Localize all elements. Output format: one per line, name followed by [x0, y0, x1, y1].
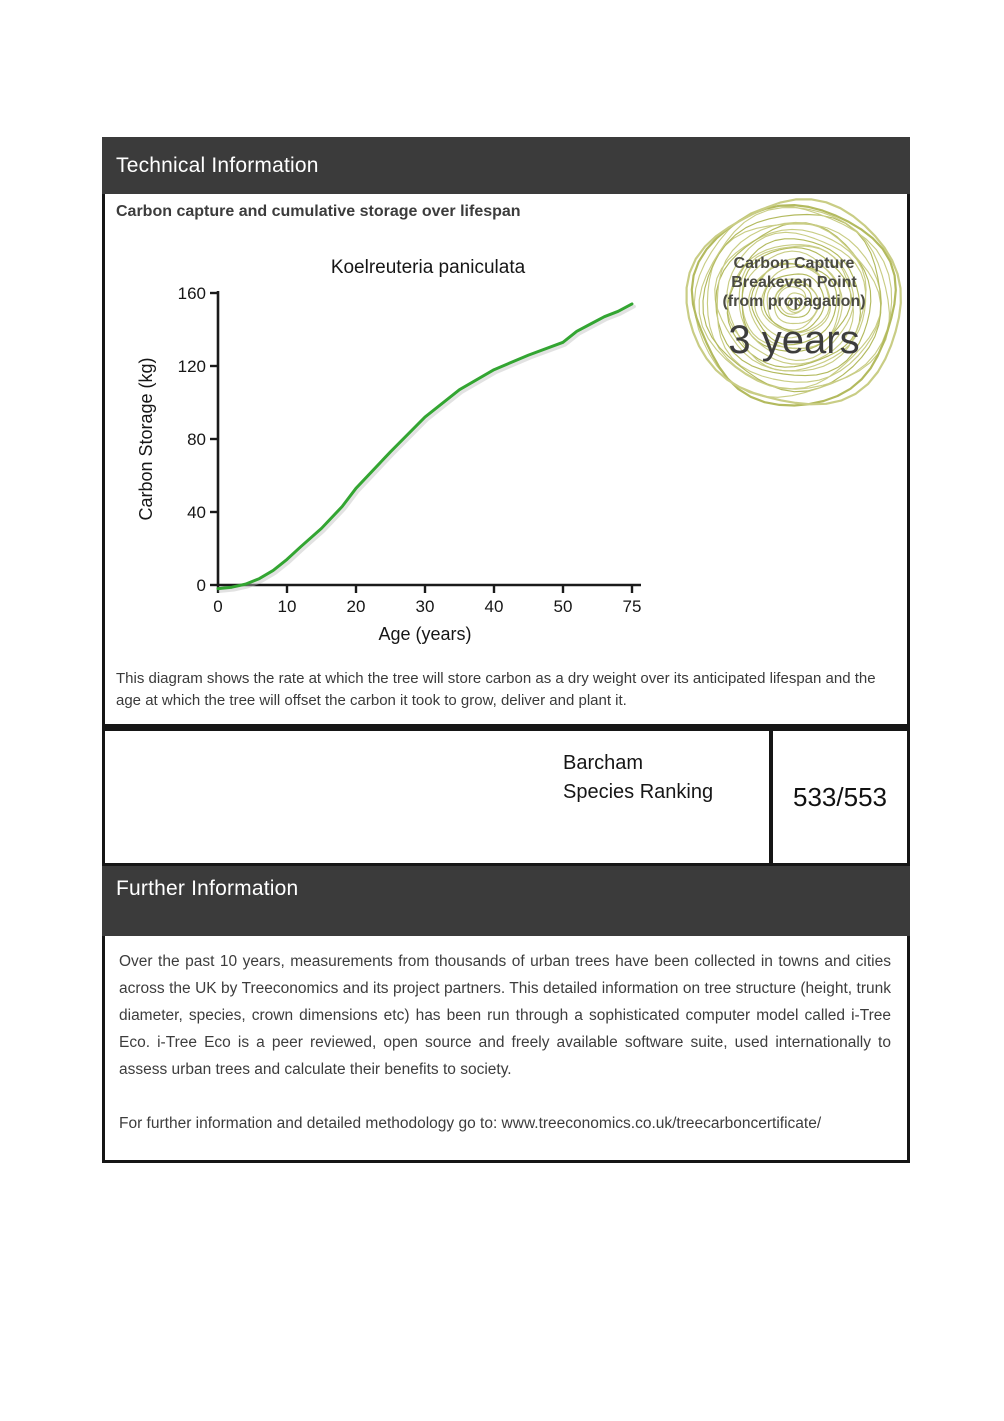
- breakeven-line3: (from propagation): [722, 293, 866, 310]
- svg-text:120: 120: [177, 357, 206, 376]
- ranking-label-cell: [105, 731, 769, 863]
- svg-text:160: 160: [177, 284, 206, 303]
- svg-text:30: 30: [415, 597, 435, 616]
- svg-text:75: 75: [622, 597, 642, 616]
- breakeven-line1: Carbon Capture: [733, 255, 855, 272]
- ranking-label-line1: Barcham: [563, 752, 644, 774]
- further-paragraph: Over the past 10 years, measurements from thousands of urban trees have been collected in towns and cities across the UK by Treeconomics and its project partners. This detailed information on tree structure (height, trunk diameter, species, crown dimensions etc) has been run through a sophisticated computer model called i-Tree Eco. i-Tree Eco is a peer reviewed, open source and freely available software suite, used internationally to assess urban trees and calculate their benefits to society.: [119, 953, 891, 1078]
- svg-text:40: 40: [187, 503, 206, 522]
- svg-text:40: 40: [484, 597, 504, 616]
- chart-panel-subtitle: Carbon capture and cumulative storage over lifespan: [116, 203, 521, 220]
- further-information-title: Further Information: [116, 877, 299, 900]
- svg-text:80: 80: [187, 430, 206, 449]
- further-information-header: [102, 866, 910, 936]
- ranking-label-line2: Species Ranking: [563, 781, 714, 803]
- certificate-card: [102, 137, 910, 1163]
- ranking-label: [563, 749, 713, 807]
- breakeven-badge-label: [682, 254, 906, 311]
- breakeven-value: 3 years: [728, 318, 860, 362]
- chart-description: This diagram shows the rate at which the tree will store carbon as a dry weight over its anticipated lifespan and the age at which the tree will offset the carbon it took to grow, deliver and plant it.: [116, 670, 876, 709]
- further-information-panel: [102, 936, 910, 1163]
- carbon-storage-chart: [110, 249, 680, 649]
- technical-information-title: Technical Information: [116, 153, 319, 177]
- ranking-value-cell: [769, 731, 907, 863]
- breakeven-badge: [682, 192, 906, 416]
- svg-text:Age (years): Age (years): [378, 624, 472, 644]
- svg-text:10: 10: [277, 597, 297, 616]
- ranking-value: 533/553: [793, 781, 887, 812]
- further-link-line: For further information and detailed methodology go to: www.treeconomics.co.uk/treecarboncertificate/: [119, 1115, 822, 1132]
- chart-panel: [102, 194, 910, 727]
- species-ranking-row: [102, 727, 910, 866]
- svg-text:20: 20: [346, 597, 366, 616]
- svg-text:50: 50: [553, 597, 573, 616]
- svg-text:Koelreuteria paniculata: Koelreuteria paniculata: [330, 257, 526, 278]
- svg-text:Carbon Storage (kg): Carbon Storage (kg): [136, 357, 156, 521]
- svg-text:0: 0: [196, 576, 206, 595]
- breakeven-line2: Breakeven Point: [731, 274, 857, 291]
- technical-information-header: [102, 137, 910, 194]
- svg-text:0: 0: [213, 597, 223, 616]
